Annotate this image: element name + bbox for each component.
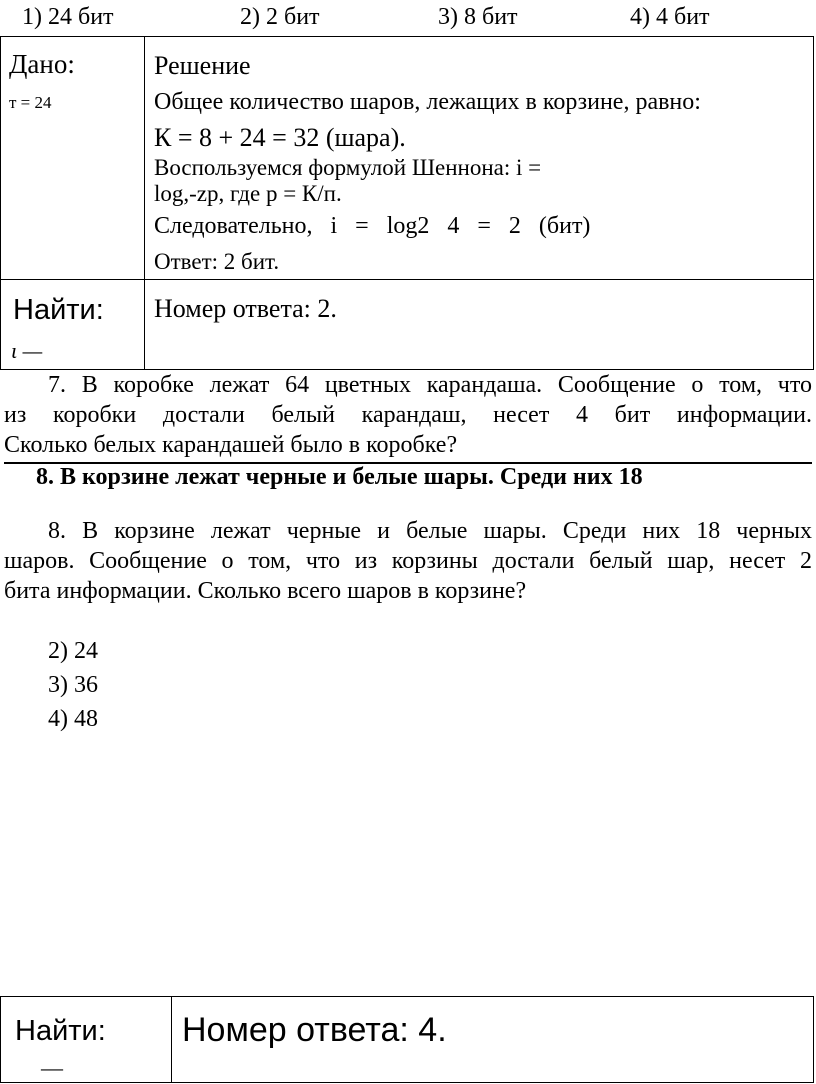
find-cell: [1, 280, 145, 370]
answer-cell: [145, 280, 814, 370]
problem-7-line-3: Сколько белых карандашей было в коробке?: [4, 432, 458, 458]
problem-8-line-1: В корзине лежат черные и белые шары. Среди них 18 черных: [82, 518, 812, 544]
solution-line-5: Следовательно, i = log2 4 = 2 (бит): [154, 213, 591, 239]
solution-cell: [145, 37, 814, 280]
answer-option-2: 2) 24: [48, 638, 98, 664]
problem-7-number: 7.: [48, 372, 66, 398]
solution-line-2: К = 8 + 24 = 32 (шара).: [154, 123, 406, 152]
find-label: Найти:: [13, 294, 104, 326]
option-3: 3) 8 бит: [438, 4, 518, 30]
given-label: Дано:: [9, 49, 75, 79]
solution-line-4: log,-zp, где р = К/п.: [154, 181, 342, 206]
problem-8-line-2: шаров. Сообщение о том, что из корзины достали белый шар, несет 2: [4, 548, 812, 574]
option-4: 4) 4 бит: [630, 4, 710, 30]
solution-line-3: Воспользуемся формулой Шеннона: i =: [154, 155, 542, 180]
find-cell-2: [1, 997, 172, 1083]
given-value: т = 24: [9, 93, 52, 112]
answer-cell-2: [172, 997, 814, 1083]
solution-table: [0, 36, 814, 370]
problem-8: [4, 516, 812, 606]
find-value: ι —: [11, 338, 43, 363]
answer-option-4: 4) 48: [48, 706, 98, 732]
answer-table: [0, 996, 814, 1083]
problem-7: [4, 370, 812, 460]
cropped-text-fragment: 8. В корзине лежат черные и белые шары. Среди них 18: [36, 464, 643, 490]
find-value-2: —: [41, 1055, 63, 1080]
answer-option-3: 3) 36: [48, 672, 98, 698]
option-1: 1) 24 бит: [22, 4, 114, 30]
problem-8-number: 8.: [48, 518, 66, 544]
option-2: 2) 2 бит: [240, 4, 320, 30]
problem-7-line-2: из коробки достали белый карандаш, несет 4 бит информации.: [4, 402, 812, 428]
answer-options-row: [0, 4, 816, 34]
problem-8-line-3: бита информации. Сколько всего шаров в корзине?: [4, 578, 527, 604]
given-cell: [1, 37, 145, 280]
solution-title: Решение: [154, 51, 251, 80]
answer-number-2: Номер ответа: 4.: [182, 1011, 447, 1049]
solution-line-6: Ответ: 2 бит.: [154, 249, 280, 274]
solution-line-1: Общее количество шаров, лежащих в корзине, равно:: [154, 89, 701, 115]
answer-number: Номер ответа: 2.: [154, 294, 337, 323]
find-label-2: Найти:: [15, 1015, 106, 1047]
problem-7-line-1: В коробке лежат 64 цветных карандаша. Сообщение о том, что: [81, 372, 812, 398]
